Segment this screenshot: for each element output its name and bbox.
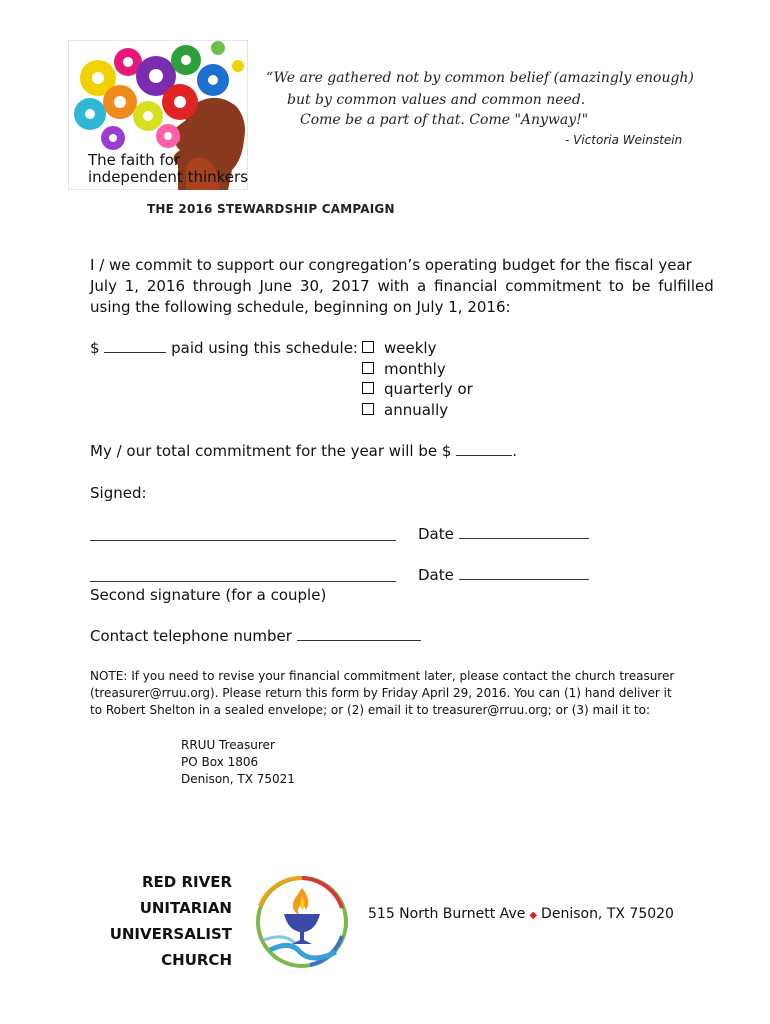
date-field-1 [418,525,589,543]
mailing-address-line3: Denison, TX 75021 [181,772,295,786]
mailing-address-line2: PO Box 1806 [181,755,259,769]
date-input-1[interactable] [459,526,589,539]
quote-attribution: - Victoria Weinstein [565,133,683,147]
date-field-2 [418,566,589,584]
commitment-text-line1: I / we commit to support our congregation’s operating budget for the fiscal year [90,256,692,274]
amount-suffix: paid using this schedule: [171,339,358,357]
note-line-3: to Robert Shelton in a sealed envelope; or (2) email it to treasurer@rruu.org; or (3) mail it to: [90,703,650,717]
checkbox-icon[interactable] [362,403,374,415]
logo-caption-line2: independent thinkers [88,168,249,186]
mailing-address-line1: RRUU Treasurer [181,738,275,752]
footer-street: 515 North Burnett Ave [368,906,526,922]
signature-field-1[interactable] [90,540,396,541]
date-label: Date [418,525,454,543]
contact-phone-line [90,627,421,645]
schedule-option-weekly[interactable] [362,339,436,357]
total-commitment-line [90,442,517,460]
total-suffix: . [512,442,517,460]
diamond-separator-icon: ◆ [529,910,538,921]
total-prefix: My / our total commitment for the year will be $ [90,442,452,460]
total-amount-field[interactable] [456,443,512,456]
schedule-option-label: weekly [384,339,437,357]
note-line-2: (treasurer@rruu.org). Please return this form by Friday April 29, 2016. You can (1) hand deliver it [90,686,672,700]
footer-address [368,906,674,922]
quote-line-1: “We are gathered not by common belief (amazingly enough) [266,70,694,86]
checkbox-icon[interactable] [362,341,374,353]
logo-caption [88,152,248,186]
schedule-option-quarterly[interactable] [362,380,473,398]
signed-label: Signed: [90,484,147,502]
date-input-2[interactable] [459,567,589,580]
schedule-option-label: monthly [384,360,446,378]
checkbox-icon[interactable] [362,362,374,374]
commitment-text-line3: using the following schedule, beginning on July 1, 2016: [90,298,511,316]
church-name-line2: UNITARIAN [139,899,232,917]
second-signature-label: Second signature (for a couple) [90,586,327,604]
amount-prefix: $ [90,339,100,357]
campaign-title: THE 2016 STEWARDSHIP CAMPAIGN [147,202,395,216]
signature-field-2[interactable] [90,581,396,582]
church-logo [250,866,362,976]
commitment-text-line2: July 1, 2016 through June 30, 2017 with a financial commitment to be fulfilled [90,277,714,295]
quote-line-3: Come be a part of that. Come "Anyway!" [300,112,589,128]
flaming-chalice-logo [250,866,362,976]
amount-field[interactable] [104,340,166,353]
logo-caption-line1: The faith for [88,151,181,169]
schedule-option-annually[interactable] [362,401,448,419]
contact-label: Contact telephone number [90,627,292,645]
church-name-line4: CHURCH [161,951,232,969]
quote-line-2: but by common values and common need. [287,92,586,108]
checkbox-icon[interactable] [362,382,374,394]
contact-phone-field[interactable] [297,628,421,641]
schedule-option-label: quarterly or [384,380,473,398]
note-line-1: NOTE: If you need to revise your financial commitment later, please contact the church treasurer [90,669,675,683]
date-label: Date [418,566,454,584]
church-name-line1: RED RIVER [141,873,232,891]
schedule-option-label: annually [384,401,449,419]
church-name-line3: UNIVERSALIST [109,925,232,943]
footer-city: Denison, TX 75020 [541,906,674,922]
schedule-option-monthly[interactable] [362,360,446,378]
amount-line [90,339,358,357]
